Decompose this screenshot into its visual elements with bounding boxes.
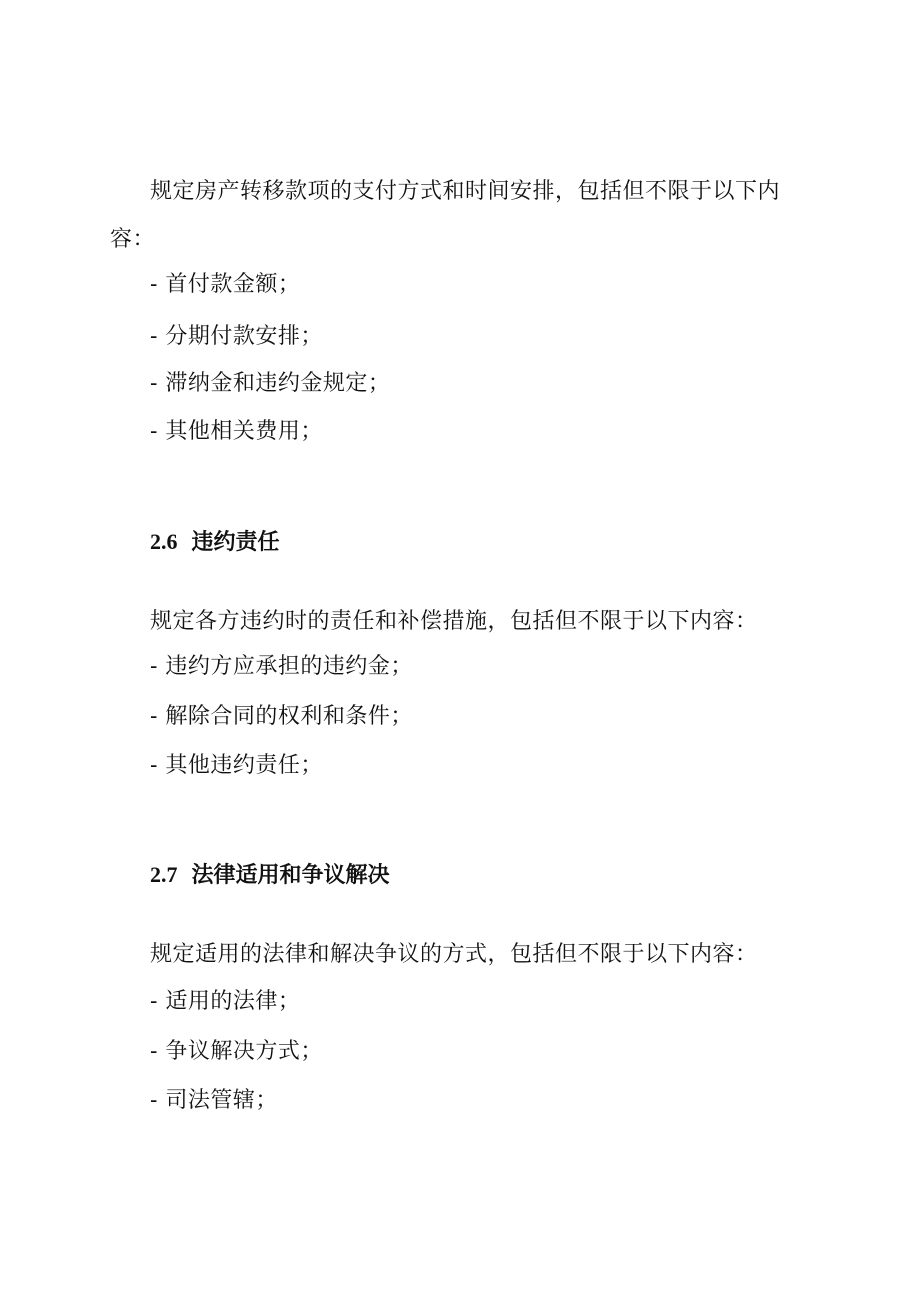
section-title: 法律适用和争议解决 bbox=[191, 863, 390, 888]
list-item: - 争议解决方式； bbox=[150, 1039, 323, 1064]
breach-intro-paragraph: 规定各方违约时的责任和补偿措施，包括但不限于以下内容： bbox=[150, 609, 758, 634]
list-item: - 解除合同的权利和条件； bbox=[150, 704, 413, 729]
list-item: - 滞纳金和违约金规定； bbox=[150, 371, 391, 396]
list-item: - 其他相关费用； bbox=[150, 419, 323, 444]
section-number: 2.7 bbox=[150, 862, 178, 887]
list-item: - 违约方应承担的违约金； bbox=[150, 654, 413, 679]
list-item: - 其他违约责任； bbox=[150, 753, 323, 778]
law-intro-paragraph: 规定适用的法律和解决争议的方式，包括但不限于以下内容： bbox=[150, 942, 758, 967]
list-item: - 分期付款安排； bbox=[150, 324, 323, 349]
payment-intro-paragraph: 规定房产转移款项的支付方式和时间安排，包括但不限于以下内容： bbox=[110, 179, 781, 252]
section-number: 2.6 bbox=[150, 529, 178, 554]
list-item: - 司法管辖； bbox=[150, 1088, 278, 1113]
section-title: 违约责任 bbox=[191, 530, 280, 555]
section-heading-2-7 bbox=[150, 860, 390, 891]
list-item: - 适用的法律； bbox=[150, 989, 301, 1014]
list-item: - 首付款金额； bbox=[150, 272, 301, 297]
section-heading-2-6 bbox=[150, 527, 280, 558]
